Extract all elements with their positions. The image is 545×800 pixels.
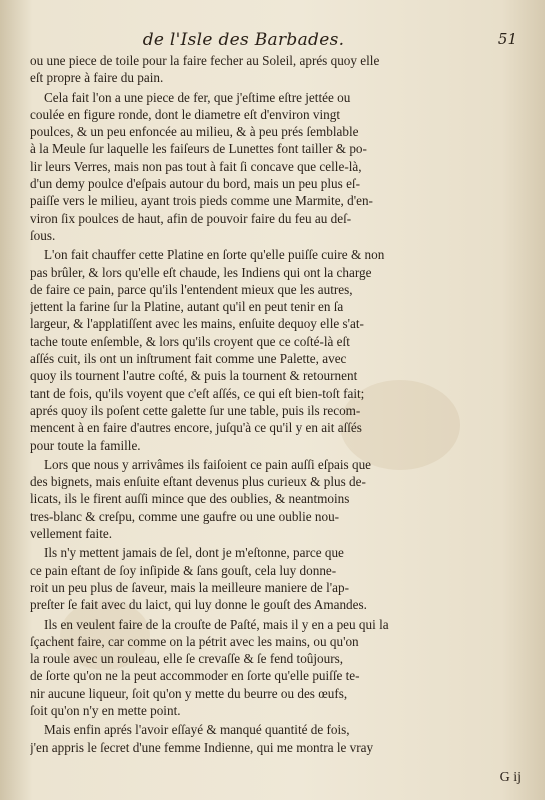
paragraph: [30, 246, 520, 454]
text-line: de ſorte qu'on ne la peut accommoder en ſorte qu'elle puiſſe te-: [30, 668, 360, 684]
text-line: la roule avec un rouleau, elle ſe crevaſſe & ſe fend toûjours,: [30, 651, 344, 667]
text-line: Ils n'y mettent jamais de ſel, dont je m'eſtonne, parce que: [44, 545, 344, 561]
text-line: L'on fait chauffer cette Platine en ſorte qu'elle puiſſe cuire & non: [44, 247, 385, 263]
text-line: Lors que nous y arrivâmes ils faiſoient ce pain auſſi eſpais que: [44, 456, 372, 472]
text-line: Mais enfin aprés l'avoir eſſayé & manqué quantité de fois,: [44, 722, 350, 738]
text-line: poulces, & un peu enfoncée au milieu, & à peu prés ſemblable: [30, 124, 359, 140]
text-line: de faire ce pain, parce qu'ils l'entendent mieux que les autres,: [30, 281, 353, 297]
paragraph: [30, 544, 520, 613]
text-line: roit un peu plus de ſaveur, mais la meilleure maniere de l'ap-: [30, 579, 349, 595]
text-line: largeur, & l'applatiſſent avec les mains, enſuite dequoy elle s'at-: [30, 316, 364, 332]
page-header: [30, 30, 517, 52]
text-line: paiſſe vers le milieu, ayant trois pieds comme une Marmite, d'en-: [30, 193, 373, 209]
text-line: pas brûler, & lors qu'elle eſt chaude, les Indiens qui ont la charge: [30, 264, 372, 280]
text-line: licats, ils le firent auſſi mince que des oublies, & neantmoins: [30, 491, 350, 507]
text-line: coulée en figure ronde, dont le diametre eſt d'environ vingt: [30, 106, 340, 122]
text-line: tres-blanc & creſpu, comme une gaufre ou une oublie nou-: [30, 508, 340, 524]
signature-mark: G ij: [499, 770, 521, 785]
text-line: ou une piece de toile pour la faire fecher au Soleil, aprés quoy elle: [30, 53, 380, 68]
text-line: eſt propre à faire du pain.: [30, 70, 164, 86]
text-line: pour toute la famille.: [30, 437, 141, 453]
paragraph: [30, 52, 520, 87]
text-line: viron ſix poulces de haut, afin de pouvoir faire du feu au deſ-: [30, 210, 352, 226]
text-line: jettent la farine ſur la Platine, autant qu'il en peut tenir en ſa: [30, 299, 344, 315]
text-line: Ils en veulent faire de la crouſte de Paſté, mais il y en a peu qui la: [44, 616, 389, 632]
text-line: ſçachent faire, car comme on la pétrit avec les mains, ou qu'on: [30, 633, 359, 649]
text-line: ſoit qu'on n'y en mette point.: [30, 702, 181, 718]
text-line: preſter ſe fait avec du laict, qui luy donne le gouſt des Amandes.: [30, 597, 367, 613]
text-line: tant de fois, qu'ils voyent que c'eſt aſſés, ce qui eſt bien-toſt fait;: [30, 385, 365, 401]
paragraph: [30, 456, 520, 542]
text-line: à la Meule ſur laquelle les faiſeurs de Lunettes font tailler & po-: [30, 141, 367, 157]
text-line: lir leurs Verres, mais non pas tout à fait ſi concave que celle-là,: [30, 158, 362, 174]
paragraph: [30, 89, 520, 245]
text-line: des bignets, mais enſuite eſtant devenus plus curieux & plus de-: [30, 474, 366, 490]
text-line: Cela fait l'on a une piece de fer, que j'eſtime eſtre jettée ou: [44, 89, 351, 105]
body-text: [30, 52, 520, 756]
running-title: de l'Isle des Barbades.: [142, 30, 345, 50]
text-line: d'un demy poulce d'eſpais autour du bord, mais un peu plus eſ-: [30, 176, 360, 192]
text-line: tache toute enſemble, & lors qu'ils croyent que ce coſté-là eſt: [30, 333, 350, 349]
text-line: aſſés cuit, ils ont un inſtrument fait comme une Palette, avec: [30, 351, 347, 367]
text-line: mencent à en faire d'autres encore, juſqu'à ce qu'il y en ait aſſés: [30, 420, 362, 436]
paragraph: [30, 616, 520, 720]
page-number: 51: [497, 30, 517, 48]
text-line: nir aucune liqueur, ſoit qu'on y mette du beurre ou des œufs,: [30, 685, 348, 701]
text-line: aprés quoy ils poſent cette galette ſur une table, puis ils recom-: [30, 402, 361, 418]
text-line: ſous.: [30, 227, 56, 243]
text-line: ce pain eſtant de ſoy inſipide & ſans gouſt, cela luy donne-: [30, 562, 337, 578]
text-line: vellement faite.: [30, 526, 113, 542]
text-line: j'en appris le ſecret d'une femme Indienne, qui me montra le vray: [30, 739, 374, 755]
paragraph: [30, 721, 520, 756]
text-line: quoy ils tournent l'autre coſté, & puis la tournent & retournent: [30, 368, 358, 384]
